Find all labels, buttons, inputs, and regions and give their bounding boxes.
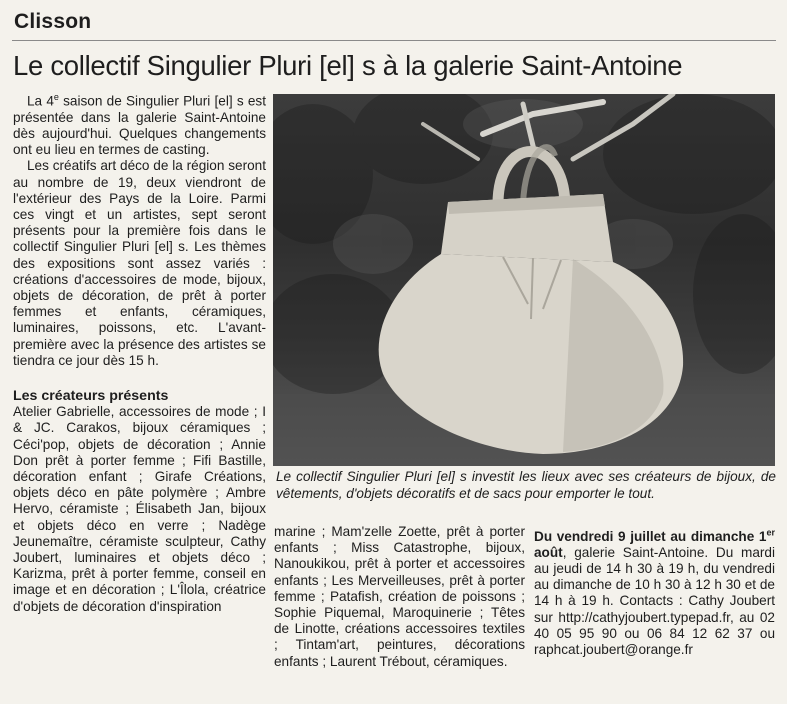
article-column-3 — [534, 524, 775, 658]
article-column-1 — [13, 89, 266, 615]
intro-p1-superscript: e — [53, 92, 59, 102]
event-dates-superscript: er — [766, 527, 775, 537]
intro-paragraph-1 — [13, 89, 266, 158]
article-photo — [273, 94, 775, 466]
article-headline: Le collectif Singulier Pluri [el] s à la galerie Saint-Antoine — [13, 50, 683, 81]
location-kicker: Clisson — [14, 10, 92, 33]
event-details: , galerie Saint-Antoine. Du mardi au jeudi de 14 h 30 à 19 h, du vendredi au dimanche de 10 h 30 à 12 h 30 et de 14 h à 19 h. Contacts : Cathy Joubert sur http://cathyjoubert.typepad.fr, au 02 40 05 95 90 ou 06 84 12 62 37 ou raphcat.joubert@orange.fr — [534, 544, 775, 657]
photo-caption: Le collectif Singulier Pluri [el] s investit les lieux avec ses créateurs de bijoux, de vêtements, d'objets décoratifs et de sacs pour emporter le tout. — [276, 469, 776, 501]
creators-list-part-1: Atelier Gabrielle, accessoires de mode ; I & JC. Carakos, bijoux céramiques ; Céci'pop, objets de décoration ; Annie Don prêt à porter femme ; Fifi Bastille, décoration enfant ; Girafe Créations, objets déco en pâte polymère ; Ambre Hervo, céramiste ; Élisabeth Jan, bijoux et objets déco en verre ; Nadège Jeunemaître, céramiste sculpteur, Cathy Joubert, luminaires et objets déco ; Karizma, prêt à porter femme, conseil en image et en décoration ; L'Îlola, créatrice d'objets de décoration d'inspiration — [13, 404, 266, 614]
header-rule — [12, 40, 776, 41]
intro-p1-start: La 4 — [27, 93, 54, 109]
event-dates-end: août — [534, 544, 563, 560]
article-column-2 — [274, 524, 525, 670]
creators-list-part-2: marine ; Mam'zelle Zoette, prêt à porter enfants ; Miss Catastrophe, bijoux, Nanoukikou, prêt à porter et accessoires enfants ; Les Merveilleuses, prêt à porter femme ; Patafish, création de poissons ; Sophie Piquemal, Maroquinerie ; Têtes de Linotte, créations accessoires textiles ; Tintam'art, peintures, décorations enfants ; Laurent Trébout, céramiques. — [274, 524, 525, 669]
event-info — [534, 524, 775, 658]
intro-paragraph-2: Les créatifs art déco de la région seront au nombre de 19, deux viendront de l'extérieur des Pays de la Loire. Parmi ces vingt et un artistes, sept seront présents pour la première fois dans le collectif Singulier Pluri [el] s. Les thèmes des expositions sont assez variés : créations d'accessoires de mode, bijoux, objets de décoration, de prêt à porter femmes et enfants, céramiques, luminaires, poissons, etc. L'avant-première avec la présence des artistes se tiendra ce jour dès 15 h. — [13, 158, 266, 368]
creators-heading: Les créateurs présents — [13, 387, 169, 404]
event-dates-start: Du vendredi 9 juillet au dimanche 1 — [534, 528, 767, 544]
handbag-photo-illustration — [273, 94, 775, 466]
intro-p1-rest: saison de Singulier Pluri [el] s est présentée dans la galerie Saint-Antoine dès aujourd'hui. Quelques changements ont eu lieu en termes de casting. — [13, 93, 266, 158]
